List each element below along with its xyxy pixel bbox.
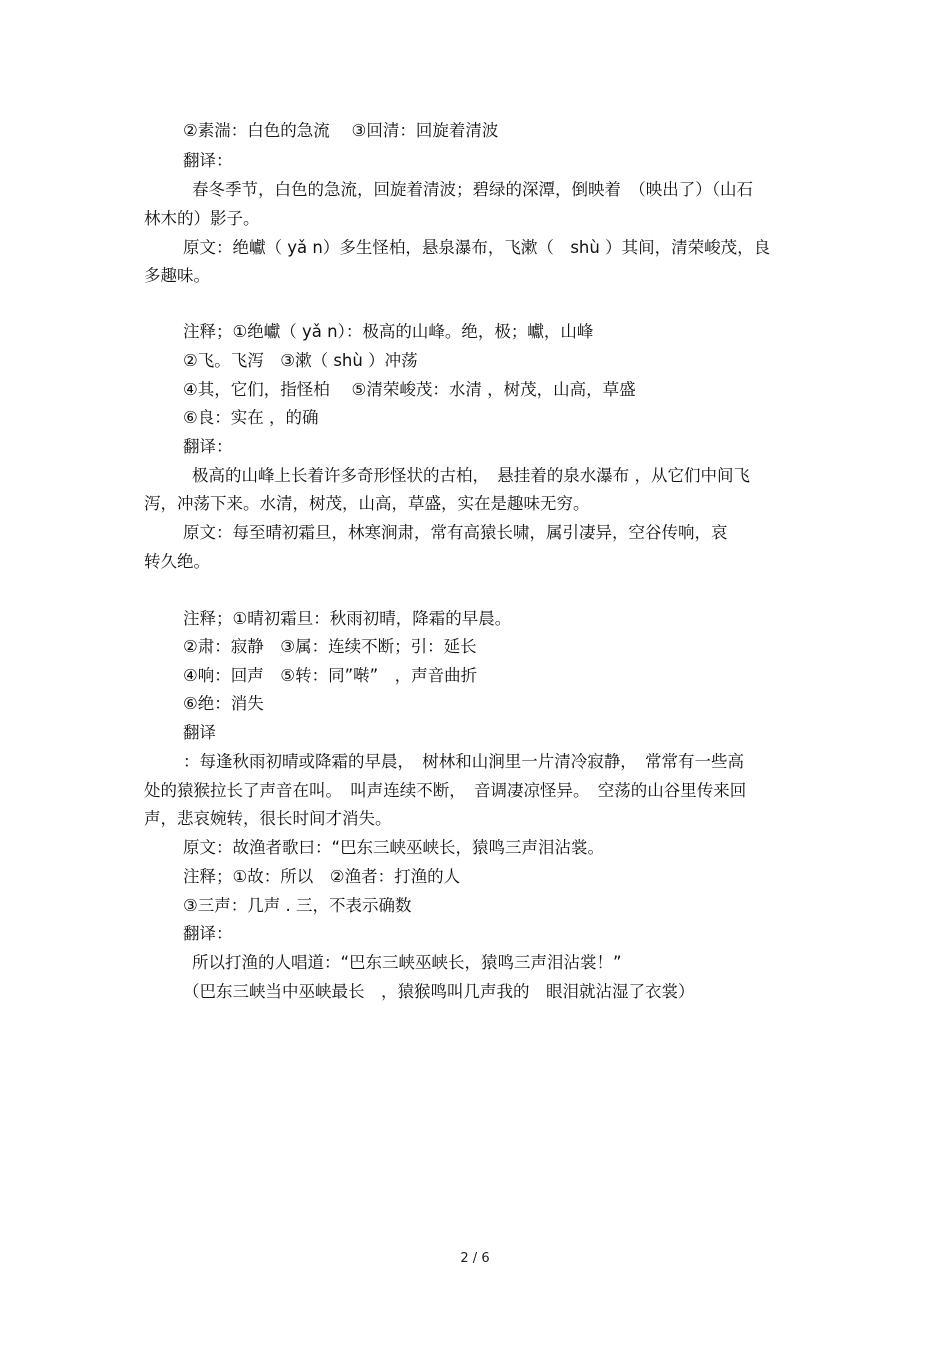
annotation-line: ⑥良：实在 ，的确 (183, 408, 319, 427)
annotation-line: ⑥绝：消失 (183, 694, 264, 713)
translation-heading: 翻译： (183, 151, 233, 170)
translation-line: 春冬季节，白色的急流，回旋着清波；碧绿的深潭，倒映着 （映出了）（山石 (192, 180, 753, 199)
translation-line: 声，悲哀婉转，很长时间才消失。 (144, 809, 392, 828)
original-text-line: 原文：绝巘（ yǎ n）多生怪柏，悬泉瀑布，飞漱（ shù ）其间，清荣峻茂，良 (183, 238, 771, 257)
page-number: 2 / 6 (460, 1251, 490, 1266)
annotation-line: 注释；①晴初霜旦：秋雨初晴，降霜的早晨。 (183, 609, 512, 628)
annotation-line: 注释；①故：所以 ②渔者：打渔的人 (183, 867, 461, 886)
translation-heading: 翻译： (183, 924, 233, 943)
translation-heading: 翻译 (183, 723, 216, 742)
annotation-line: ②飞。飞泻 ③漱（ shù ）冲荡 (183, 351, 418, 370)
translation-line: 林木的）影子。 (144, 209, 260, 228)
original-text-line: 原文：每至晴初霜旦，林寒涧肃，常有高猿长啸，属引凄异，空谷传响，哀 (183, 523, 728, 542)
annotation-line: ②素湍：白色的急流 ③回清：回旋着清波 (183, 121, 499, 140)
translation-line: 泻，冲荡下来。水清，树茂，山高，草盛，实在是趣味无穷。 (144, 494, 590, 513)
annotation-line: ②肃：寂静 ③属：连续不断；引：延长 (183, 637, 477, 656)
translation-line: 极高的山峰上长着许多奇形怪状的古柏， 悬挂着的泉水瀑布 ，从它们中间飞 (192, 466, 750, 485)
original-text-line: 转久绝。 (144, 552, 210, 571)
annotation-line: ③三声：几声 . 三，不表示确数 (183, 896, 412, 915)
translation-line: ：每逢秋雨初晴或降霜的早晨， 树林和山涧里一片清冷寂静， 常常有一些高 (183, 752, 744, 771)
annotation-line: ④其，它们，指怪柏 ⑤清荣峻茂：水清 ，树茂，山高，草盛 (183, 380, 636, 399)
original-text-line: 多趣味。 (144, 266, 210, 285)
translation-line: （巴东三峡当中巫峡最长 ，猿猴鸣叫几声我的 眼泪就沾湿了衣裳） (183, 982, 695, 1001)
translation-line: 所以打渔的人唱道：“巴东三峡巫峡长，猿鸣三声泪沾裳！” (192, 953, 622, 972)
original-text-line: 原文：故渔者歌曰：“巴东三峡巫峡长，猿鸣三声泪沾裳。 (183, 838, 605, 857)
annotation-line: ④响：回声 ⑤转：同”啭” ，声音曲折 (183, 666, 478, 685)
translation-line: 处的猿猴拉长了声音在叫。 叫声连续不断， 音调凄凉怪异。 空荡的山谷里传来回 (144, 781, 747, 800)
annotation-line: 注释；①绝巘（ yǎ n）：极高的山峰。绝，极；巘，山峰 (183, 322, 594, 341)
translation-heading: 翻译： (183, 437, 233, 456)
